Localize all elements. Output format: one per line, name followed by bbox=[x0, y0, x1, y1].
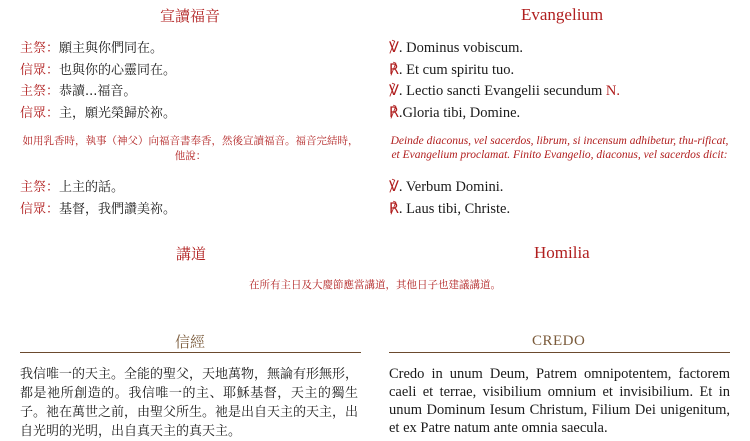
dialog-line bbox=[20, 81, 176, 103]
dialog-line bbox=[20, 177, 176, 199]
versicle-symbol: ℣ bbox=[389, 179, 399, 195]
dialog-text: . Verbum Domini. bbox=[398, 179, 504, 195]
response-symbol: ℟ bbox=[389, 200, 399, 217]
dialog-text: . Dominus vobiscum. bbox=[398, 40, 523, 56]
dialog-line bbox=[389, 103, 620, 125]
role-label: 信眾： bbox=[20, 62, 60, 78]
credo-title-zh: 信經 bbox=[175, 333, 206, 351]
dialog-text: . Laus tibi, Christe. bbox=[398, 200, 511, 217]
gospel-dialog-la bbox=[389, 38, 620, 124]
dialog-line bbox=[20, 103, 176, 125]
homily-rubric-zh: 在所有主日及大慶節應當講道，其他日子也建議講道。 bbox=[249, 279, 501, 291]
dialog-text: . Lectio sancti Evangelii secundum bbox=[398, 83, 606, 99]
dialog-text: 恭讀...福音。 bbox=[59, 84, 137, 99]
role-label: 主祭： bbox=[20, 84, 60, 99]
dialog-line bbox=[20, 199, 176, 221]
dialog-line bbox=[20, 60, 176, 82]
role-label: 主祭： bbox=[20, 180, 60, 195]
versicle-symbol: ℣ bbox=[389, 83, 399, 99]
versicle-symbol: ℣ bbox=[389, 40, 399, 56]
credo-text-zh: 我信唯一的天主。全能的聖父，天地萬物，無論有形無形，都是祂所創造的。我信唯一的主、耶穌基督，天主的獨生子。祂在萬世之前，由聖父所生。祂是出自天主的天主，出自光明的光明，出自真天主的真天主。 bbox=[20, 367, 359, 439]
homily-title-la: Homilia bbox=[534, 243, 590, 262]
dialog-line bbox=[389, 60, 620, 82]
dialog-text: 基督，我們讚美祢。 bbox=[59, 201, 177, 217]
gospel-title-la: Evangelium bbox=[521, 5, 604, 24]
gospel-end-zh bbox=[20, 177, 176, 220]
role-label: 主祭： bbox=[20, 41, 60, 56]
role-label: 信眾： bbox=[20, 201, 60, 217]
credo-title-la: CREDO bbox=[532, 333, 586, 349]
gospel-dialog-zh bbox=[20, 38, 176, 124]
gospel-title-zh: 宣讀福音 bbox=[160, 7, 221, 25]
dialog-line bbox=[389, 38, 620, 60]
credo-divider-la bbox=[389, 352, 730, 353]
dialog-text: .Gloria tibi, Domine. bbox=[398, 104, 521, 121]
response-symbol: ℟ bbox=[389, 61, 399, 78]
dialog-text: 上主的話。 bbox=[59, 180, 125, 195]
gospel-end-la bbox=[389, 177, 510, 220]
role-label: 信眾： bbox=[20, 105, 60, 121]
credo-text-la: Credo in unum Deum, Patrem omnipotentem, factorem caeli et terrae, visibilium omnium et invisibilium. Et in unum Dominum Iesum Christum, Filium Dei unigenitum, et ex Patre natum ante omnia saecula. bbox=[389, 366, 730, 436]
gospel-rubric-la: Deinde diaconus, vel sacerdos, librum, si incensum adhibetur, thu-rificat, et Evangelium proclamat. Finito Evangelio, diaconus, vel sacerdos dicit: bbox=[390, 135, 729, 161]
name-placeholder: N. bbox=[605, 83, 620, 99]
dialog-line bbox=[389, 81, 620, 103]
response-symbol: ℟ bbox=[389, 104, 399, 121]
homily-title-zh: 講道 bbox=[176, 245, 207, 263]
dialog-line bbox=[20, 38, 176, 60]
dialog-line bbox=[389, 199, 510, 221]
dialog-text: 主，願光榮歸於祢。 bbox=[59, 105, 177, 121]
dialog-line bbox=[389, 177, 510, 199]
dialog-text: 也與你的心靈同在。 bbox=[59, 62, 177, 78]
dialog-text: . Et cum spiritu tuo. bbox=[398, 61, 515, 78]
gospel-rubric-zh: 如用乳香時，執事（神父）向福音書奉香，然後宣讀福音。福音完結時，他說： bbox=[22, 135, 359, 162]
dialog-text: 願主與你們同在。 bbox=[59, 41, 164, 56]
credo-divider-zh bbox=[20, 352, 361, 353]
